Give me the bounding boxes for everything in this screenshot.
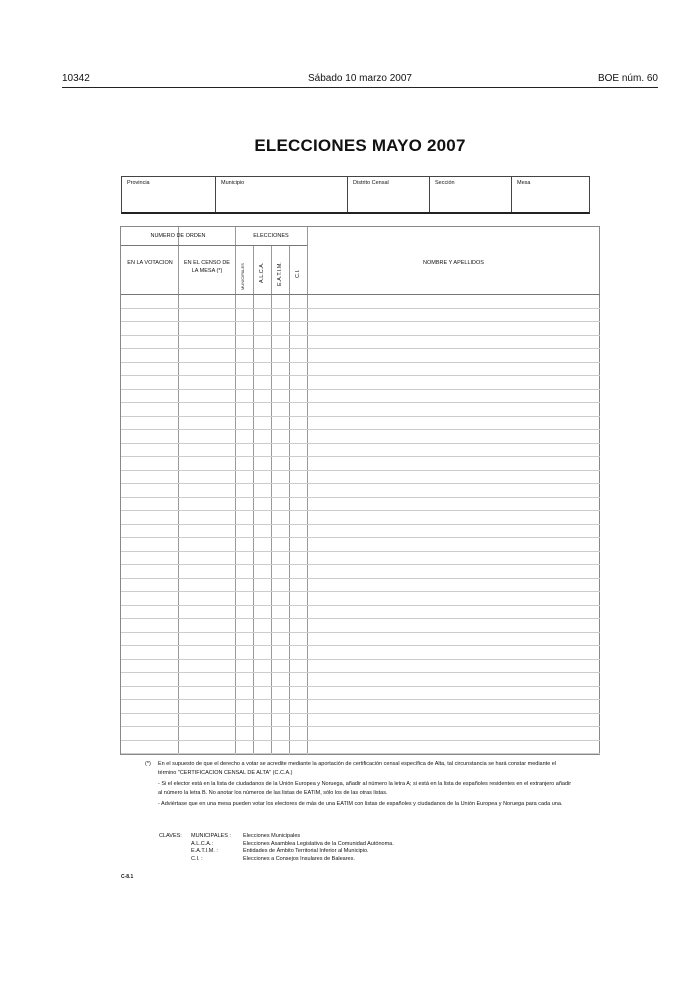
municipales-column-header: MUNICIPALES <box>240 263 245 290</box>
table-row-line <box>121 402 600 403</box>
elecciones-header: ELECCIONES <box>253 233 289 239</box>
censo-column-header: EN EL CENSO DE LA MESA (*) <box>184 260 230 274</box>
table-row-line <box>121 564 600 565</box>
eatim-column-header: E.A.T.I.M. <box>277 262 283 286</box>
table-row-line <box>121 726 600 727</box>
table-row-line <box>121 483 600 484</box>
table-row-line <box>121 632 600 633</box>
table-row-line <box>121 375 600 376</box>
table-row-line <box>121 551 600 552</box>
bulletin-number: BOE núm. 60 <box>597 73 658 84</box>
table-row-line <box>121 659 600 660</box>
voter-list-table <box>120 226 600 755</box>
table-row-line <box>121 740 600 741</box>
votacion-column-header: EN LA VOTACION <box>127 260 173 266</box>
table-row-line <box>121 443 600 444</box>
alca-column-header: A.L.C.A. <box>259 262 265 283</box>
table-row-line <box>121 713 600 714</box>
provincia-field[interactable] <box>122 177 215 212</box>
table-row-line <box>121 686 600 687</box>
table-row-line <box>121 510 600 511</box>
table-row-line <box>121 416 600 417</box>
page-number: 10342 <box>62 73 90 84</box>
table-row-line <box>121 578 600 579</box>
clave-description: Elecciones Municipales <box>243 833 301 839</box>
mesa-field[interactable] <box>511 177 591 212</box>
clave-description: Entidades de Ámbito Territorial Inferior al Municipio. <box>243 848 369 855</box>
mesa-label: Mesa <box>517 180 531 186</box>
table-row-line <box>121 308 600 309</box>
clave-description: Elecciones Asamblea Legislativa de la Comunidad Autónoma. <box>243 840 394 847</box>
table-row-line <box>121 605 600 606</box>
table-row-line <box>121 470 600 471</box>
footnotes <box>145 760 575 812</box>
table-row-line <box>121 524 600 525</box>
distrito-field[interactable] <box>347 177 429 212</box>
nombre-column-header: NOMBRE Y APELLIDOS <box>423 260 484 266</box>
form-code: C-8.1 <box>121 874 134 880</box>
numero-orden-header: NUMERO DE ORDEN <box>150 233 206 239</box>
table-row-line <box>121 672 600 673</box>
document-title: ELECCIONES MAYO 2007 <box>254 136 466 155</box>
table-row-line <box>121 389 600 390</box>
distrito-label: Distrito Censal <box>353 180 389 186</box>
footnote-eatim <box>145 800 575 809</box>
publication-date: Sábado 10 marzo 2007 <box>308 73 412 84</box>
claves-label: CLAVES: <box>159 833 182 839</box>
clave-key: A.L.C.A.: <box>191 840 214 847</box>
table-row-line <box>121 348 600 349</box>
table-row-line <box>121 699 600 700</box>
ci-column-header: C.I. <box>295 269 301 278</box>
table-row-line <box>121 618 600 619</box>
clave-key: E.A.T.I.M. : <box>191 848 218 855</box>
clave-key: MUNICIPALES : <box>191 833 231 839</box>
page-header <box>62 73 658 88</box>
footnote-letters-text: - Si el elector está en la lista de ciudadanos de la Unión Europea y Noruega, añadir al número la letra A; si está en la lista de españoles residentes en el extranjero añadir al número la letra B. No anotar los números de las listas de EATIM, sólo los de las otras listas. <box>158 781 572 796</box>
municipio-field[interactable] <box>215 177 347 212</box>
table-row-line <box>121 429 600 430</box>
table-row-line <box>121 321 600 322</box>
seccion-field[interactable] <box>429 177 511 212</box>
clave-key: C.I. : <box>191 855 203 862</box>
table-row-line <box>121 362 600 363</box>
table-row-line <box>121 645 600 646</box>
table-row-line <box>121 335 600 336</box>
footnote-eatim-text: - Adviértase que en una mesa pueden votar los electores de más de una EATIM con listas de españoles y ciudadanos de la Unión Europea y Noruega para cada una. <box>158 801 563 807</box>
seccion-label: Sección <box>435 180 455 186</box>
municipio-label: Municipio <box>221 180 245 186</box>
footnote-alta-text: En el supuesto de que el derecho a votar se acredite mediante la aportación de certificación censal específica de Alta, tal circunstancia se hará constar mediante el término "CERTIFICACION CENSAL DE ALTA" (C.C.A.) <box>158 761 557 776</box>
table-row-line <box>121 753 600 754</box>
footnote-alta <box>145 760 575 777</box>
clave-description: Elecciones a Consejos Insulares de Baleares. <box>243 855 355 862</box>
table-row-line <box>121 537 600 538</box>
table-row-line <box>121 497 600 498</box>
location-fields-box <box>121 176 590 214</box>
footnote-letters <box>145 780 575 797</box>
footnote-marker: (*) <box>145 761 151 767</box>
table-row-line <box>121 591 600 592</box>
table-row-line <box>121 456 600 457</box>
provincia-label: Provincia <box>127 180 150 186</box>
